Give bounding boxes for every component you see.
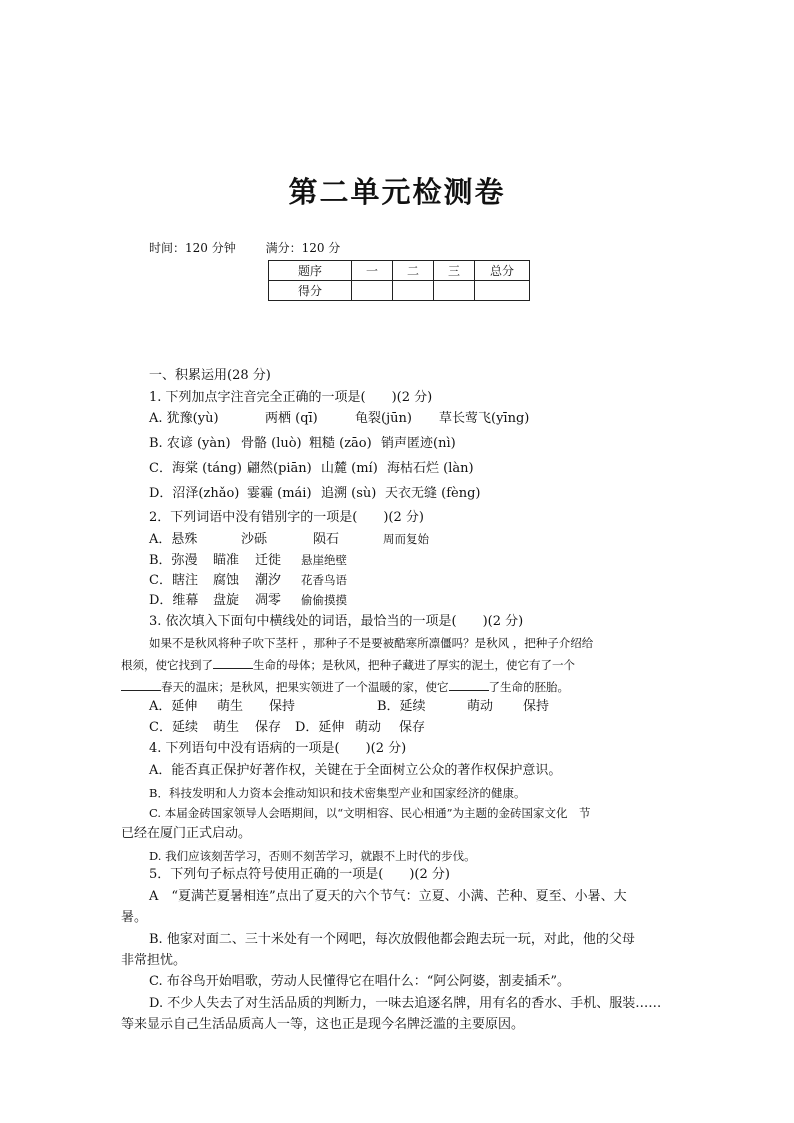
option-c: C. 本届金砖国家领导人会晤期间，以“文明相容、民心相通”为主题的金砖国家文化 节 [149, 806, 591, 820]
option-ab [149, 698, 549, 716]
option-item: 天衣无缝 (fèng) [385, 486, 481, 501]
score-header-cell: 三 [434, 261, 475, 281]
score-cell[interactable] [352, 281, 393, 301]
option-item: 潮汐 [255, 573, 282, 588]
option-b-cont: 非常担忧。 [121, 953, 187, 968]
option-c [149, 460, 474, 478]
option-a-cont: 暑。 [121, 910, 148, 925]
score-header-cell: 总分 [475, 261, 530, 281]
option-a [149, 410, 529, 428]
option-item: 山麓 (mí) [321, 461, 378, 476]
option-item: 保存 [399, 720, 426, 735]
score-header-cell: 题序 [269, 261, 352, 281]
passage-text: 了生命的胚胎。 [488, 680, 569, 694]
full-score: 满分：120 分 [265, 241, 341, 255]
score-table-header-row [269, 261, 530, 281]
option-item: 迁徙 [255, 553, 282, 568]
option-item: A．悬殊 [149, 532, 198, 547]
option-item: 草长莺飞(yīng) [439, 411, 530, 426]
option-item: 保持 [523, 699, 550, 714]
exam-meta [149, 239, 366, 256]
passage-line [121, 656, 575, 674]
option-b [149, 551, 347, 570]
option-item: A. 犹豫(yù) [149, 411, 219, 426]
option-item: 瞄准 [213, 553, 240, 568]
page-title: 第二单元检测卷 [288, 175, 506, 209]
score-header-cell: 二 [393, 261, 434, 281]
option-item: C．瞎注 [149, 573, 198, 588]
option-c-cont: 已经在厦门正式启动。 [121, 826, 252, 841]
question-stem: 2．下列词语中没有错别字的一项是( )(2 分) [149, 510, 424, 525]
passage-line: 如果不是秋风将种子吹下茎杆 ，那种子不是要被酷寒所凛僵吗？是秋风 ，把种子介绍给 [149, 636, 594, 650]
score-table [268, 260, 530, 301]
option-d [149, 591, 347, 610]
option-item: 萌生 [217, 699, 244, 714]
option-b [149, 435, 456, 453]
option-item: 霎霾 (mái) [247, 486, 312, 501]
option-b: B. 他家对面二、三十米处有一个网吧，每次放假他都会跑去玩一玩，对此，他的父母 [149, 932, 635, 947]
option-item: C．延续 [149, 720, 198, 735]
option-item: 萌动 [467, 699, 494, 714]
option-item: 海枯石烂 (làn) [387, 461, 474, 476]
option-c: C. 布谷鸟开始唱歌，劳动人民懂得它在唱什么：“阿公阿婆，割麦插禾”。 [149, 974, 571, 989]
option-item: 骨骼 (luò) [241, 436, 302, 451]
option-item: 追溯 (sù) [321, 486, 377, 501]
option-item: 盘旋 [213, 593, 240, 608]
passage-line [121, 678, 569, 696]
option-item: B．弥漫 [149, 553, 198, 568]
option-item: B. 农谚 (yàn) [149, 436, 231, 451]
option-d-cont: 等来显示自己生活品质高人一等，这也正是现今名牌泛滥的主要原因。 [121, 1017, 525, 1032]
question-stem: 5．下列句子标点符号使用正确的一项是( )(2 分) [149, 867, 450, 882]
option-item: 周而复始 [383, 532, 429, 546]
option-item: 萌生 [213, 720, 240, 735]
passage-text: 春天的温床；是秋风，把果实领进了一个温暖的家，使它 [161, 680, 449, 694]
passage-text: 根须，使它找到了 [121, 658, 213, 672]
fill-blank-3[interactable] [449, 678, 489, 691]
option-b: B．科技发明和人力资本会推动知识和技术密集型产业和国家经济的健康。 [149, 786, 526, 800]
option-d [149, 485, 480, 503]
option-item: 两栖 (qī) [265, 411, 318, 426]
option-item: 陨石 [313, 532, 340, 547]
score-cell[interactable] [475, 281, 530, 301]
time-limit: 时间：120 分钟 [149, 241, 236, 255]
option-a [149, 530, 429, 549]
section-heading: 一、积累运用(28 分) [149, 368, 271, 383]
question-stem: 3. 依次填入下面句中横线处的词语，最恰当的一项是( )(2 分) [149, 614, 524, 629]
option-item: D．延伸 [295, 720, 345, 735]
question-stem: 1. 下列加点字注音完全正确的一项是( )(2 分) [149, 390, 433, 405]
option-item: C．海棠 (táng) [149, 461, 242, 476]
option-item: 花香鸟语 [301, 573, 347, 587]
option-item: B．延续 [377, 699, 426, 714]
score-cell[interactable] [393, 281, 434, 301]
option-item: D．沼泽(zhǎo) [149, 486, 240, 501]
option-item: 销声匿迹(nì) [381, 436, 456, 451]
option-item: 龟裂(jūn) [355, 411, 412, 426]
score-row-label: 得分 [269, 281, 352, 301]
fill-blank-1[interactable] [213, 656, 253, 669]
option-item: 翩然(piān) [247, 461, 312, 476]
option-c [149, 571, 347, 590]
option-d: D. 不少人失去了对生活品质的判断力，一味去追逐名牌，用有名的香水、手机、服装…… [149, 996, 662, 1011]
option-d: D. 我们应该刻苦学习，否则不刻苦学习，就跟不上时代的步伐。 [149, 849, 476, 863]
option-a: A．能否真正保护好著作权，关键在于全面树立公众的著作权保护意识。 [149, 763, 562, 778]
option-a: A “夏满芒夏暑相连”点出了夏天的六个节气：立夏、小满、芒种、夏至、小暑、大 [149, 889, 627, 904]
option-item: 沙砾 [241, 532, 268, 547]
score-header-cell: 一 [352, 261, 393, 281]
option-item: 保持 [269, 699, 296, 714]
score-cell[interactable] [434, 281, 475, 301]
option-item: D．维幕 [149, 593, 199, 608]
option-item: 腐蚀 [213, 573, 240, 588]
option-item: 保存 [255, 720, 282, 735]
option-item: 悬崖绝壁 [301, 553, 347, 567]
fill-blank-2[interactable] [121, 678, 161, 691]
option-item: 萌动 [355, 720, 382, 735]
option-item: A．延伸 [149, 699, 198, 714]
question-stem: 4. 下列语句中没有语病的一项是( )(2 分) [149, 741, 407, 756]
option-cd [149, 719, 425, 737]
score-table-row [269, 281, 530, 301]
option-item: 偷偷摸摸 [301, 593, 347, 607]
passage-text: 生命的母体；是秋风，把种子藏进了厚实的泥土，使它有了一个 [253, 658, 575, 672]
option-item: 凋零 [255, 593, 282, 608]
option-item: 粗糙 (zāo) [309, 436, 372, 451]
